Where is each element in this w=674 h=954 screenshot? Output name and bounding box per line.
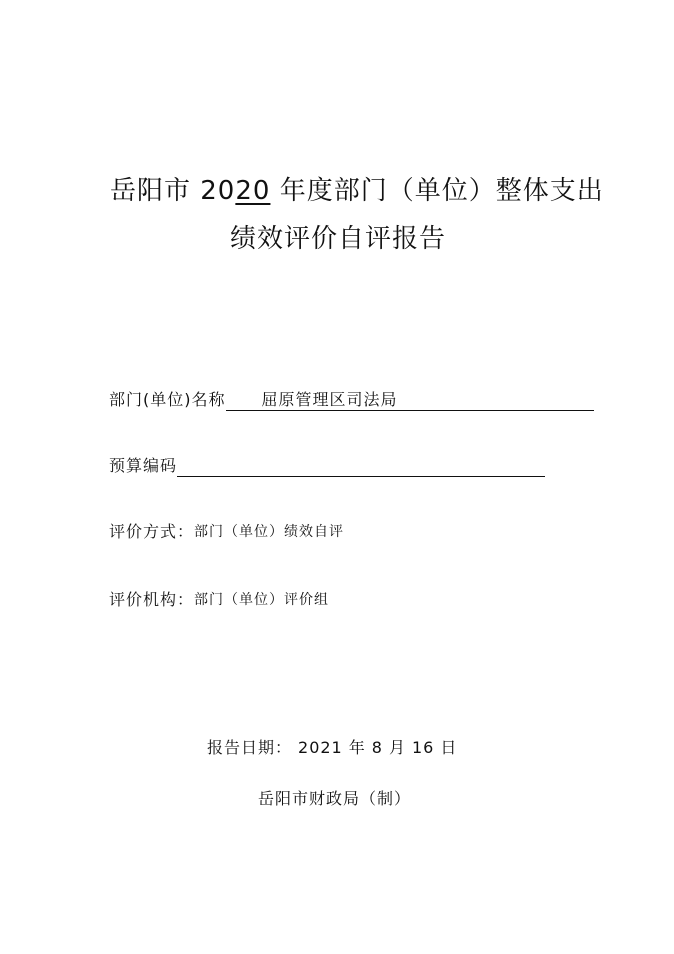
title-year-suffix: 20	[235, 176, 271, 206]
report-date	[207, 737, 463, 759]
report-title-line-1	[110, 176, 604, 206]
title-prefix: 岳阳市 20	[110, 176, 236, 206]
dept-name-field	[109, 389, 594, 411]
eval-method-label: 评价方式：	[109, 522, 195, 541]
budget-code-field	[109, 455, 545, 477]
report-date-month: 8	[371, 738, 383, 757]
report-date-month-unit: 月	[388, 738, 406, 757]
report-title-line-2: 绩效评价自评报告	[230, 224, 447, 254]
eval-org-value: 部门（单位）评价组	[194, 592, 330, 608]
report-date-label: 报告日期：	[207, 738, 293, 757]
eval-org-field	[109, 589, 329, 611]
title-rest: 年度部门（单位）整体支出	[270, 176, 604, 206]
report-date-day-unit: 日	[440, 738, 458, 757]
eval-method-value: 部门（单位）绩效自评	[194, 524, 345, 540]
issuer: 岳阳市财政局（制）	[258, 789, 412, 808]
budget-code-value	[177, 455, 545, 477]
report-date-year: 2021	[298, 738, 343, 757]
report-date-day: 16	[411, 738, 435, 757]
report-date-year-unit: 年	[348, 738, 366, 757]
eval-method-field	[109, 521, 344, 543]
budget-code-label: 预算编码	[109, 456, 178, 475]
dept-name-value: 屈原管理区司法局	[226, 390, 594, 411]
eval-org-label: 评价机构：	[109, 590, 195, 609]
dept-name-label: 部门(单位)名称	[109, 390, 226, 409]
